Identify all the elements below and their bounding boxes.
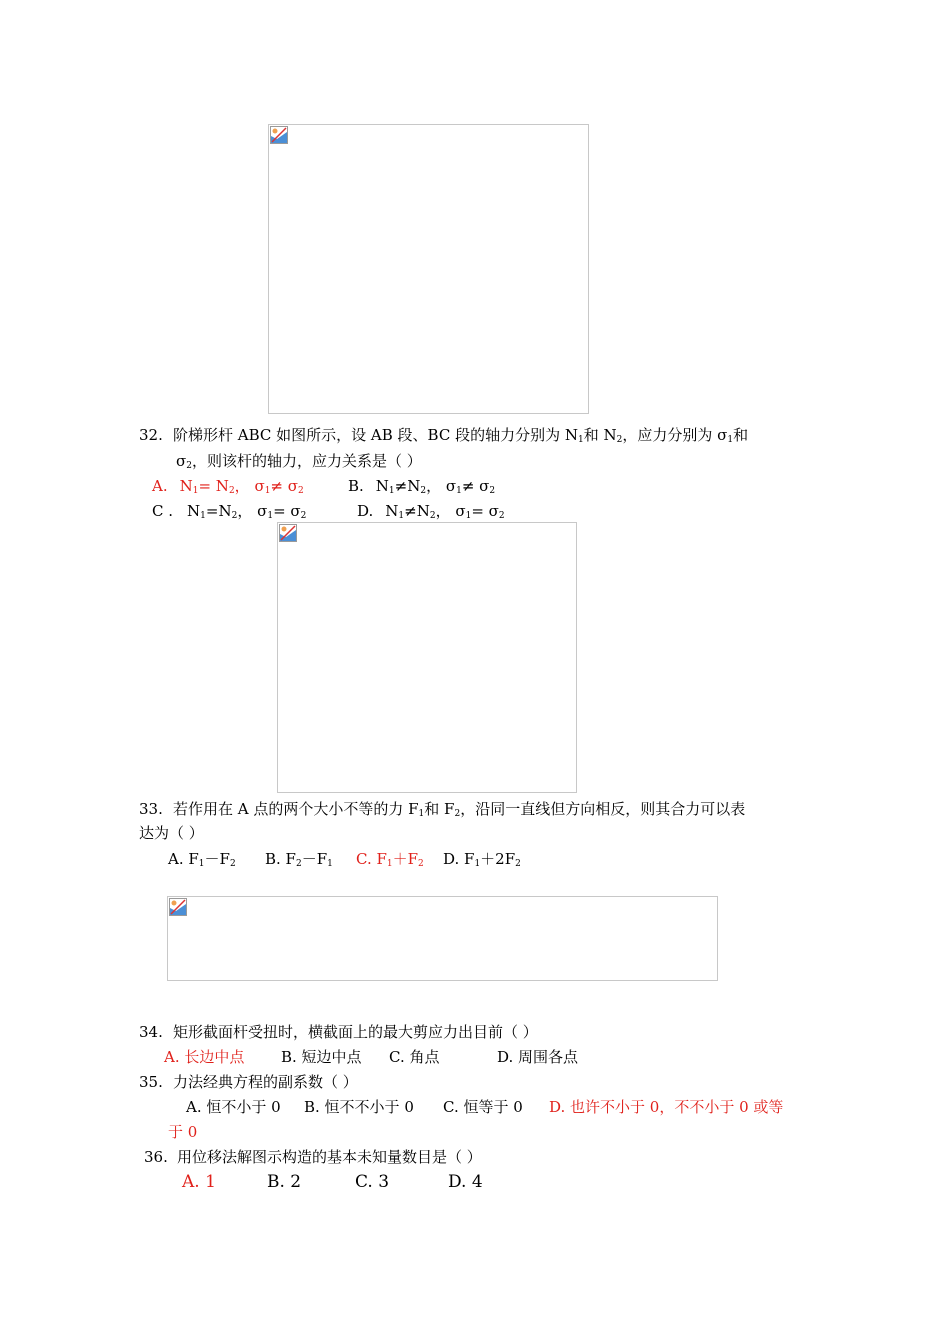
question-32-number: 32. (139, 426, 163, 444)
question-34-option-d: D. 周围各点 (497, 1048, 579, 1066)
question-34-option-c: C. 角点 (389, 1048, 440, 1066)
question-36-text: 用位移法解图示构造的基本未知量数目是（ ） (177, 1148, 482, 1166)
question-36-option-a: A. 1 (182, 1172, 216, 1192)
broken-image-icon (270, 126, 288, 144)
figure-image-3 (167, 896, 718, 981)
question-35-option-b: B. 恒不不小于 0 (304, 1098, 414, 1116)
question-35-option-a: A. 恒不小于 0 (186, 1098, 281, 1116)
question-35-number: 35. (139, 1073, 163, 1091)
question-33-option-c: C. $F_1+F_2$ (356, 850, 424, 869)
question-34-option-a: A. 长边中点 (164, 1048, 245, 1066)
question-32-option-a: A. $N_1= N_2$， $\sigma_1\ne \sigma_2$ (152, 477, 304, 496)
question-35-option-d: D. 也许不小于 0，不不小于 0 或等 (549, 1098, 784, 1116)
question-35-option-d-continued: 于 0 (168, 1123, 198, 1141)
figure-image-1 (268, 124, 589, 414)
question-32-option-c: C . $N_1=N_2$， $\sigma_1= \sigma_2$ (152, 502, 307, 521)
question-34-text: 矩形截面杆受扭时，横截面上的最大剪应力出目前（ ） (173, 1023, 538, 1041)
question-34-option-b: B. 短边中点 (281, 1048, 362, 1066)
question-33-text-line1: 若作用在 A 点的两个大小不等的力 $F_1$和 $F_2$，沿同一直线但方向相反，则其合力可以表 (173, 800, 746, 819)
question-35-option-c: C. 恒等于 0 (443, 1098, 523, 1116)
question-36-option-b: B. 2 (267, 1172, 302, 1192)
question-32-text-line1: 阶梯形杆 ABC 如图所示，设 AB 段、BC 段的轴力分别为 $N_1$和 $N_2$，应力分别为 $\sigma_1$和 (173, 426, 749, 445)
question-33-text-line2: 达为（ ） (139, 824, 204, 842)
question-33-option-d: D. $F_1+2F_2$ (443, 850, 521, 869)
question-36-option-c: C. 3 (355, 1172, 390, 1192)
broken-image-icon (279, 524, 297, 542)
question-32-text-line2: $\sigma_2$，则该杆的轴力，应力关系是（ ） (176, 452, 422, 471)
question-33-option-a: A. $F_1-F_2$ (168, 850, 236, 869)
question-33-option-b: B. $F_2-F_1$ (265, 850, 333, 869)
question-32-option-d: D. $N_1\ne N_2$， $\sigma_1= \sigma_2$ (357, 502, 505, 521)
question-34-number: 34. (139, 1023, 163, 1041)
question-36-option-d: D. 4 (448, 1172, 483, 1192)
question-32-option-b: B. $N_1\ne N_2$， $\sigma_1\ne \sigma_2$ (348, 477, 496, 496)
figure-image-2 (277, 522, 577, 793)
broken-image-icon (169, 898, 187, 916)
question-36-number: 36. (144, 1148, 168, 1166)
question-33-number: 33. (139, 800, 163, 818)
question-35-text: 力法经典方程的副系数（ ） (173, 1073, 358, 1091)
